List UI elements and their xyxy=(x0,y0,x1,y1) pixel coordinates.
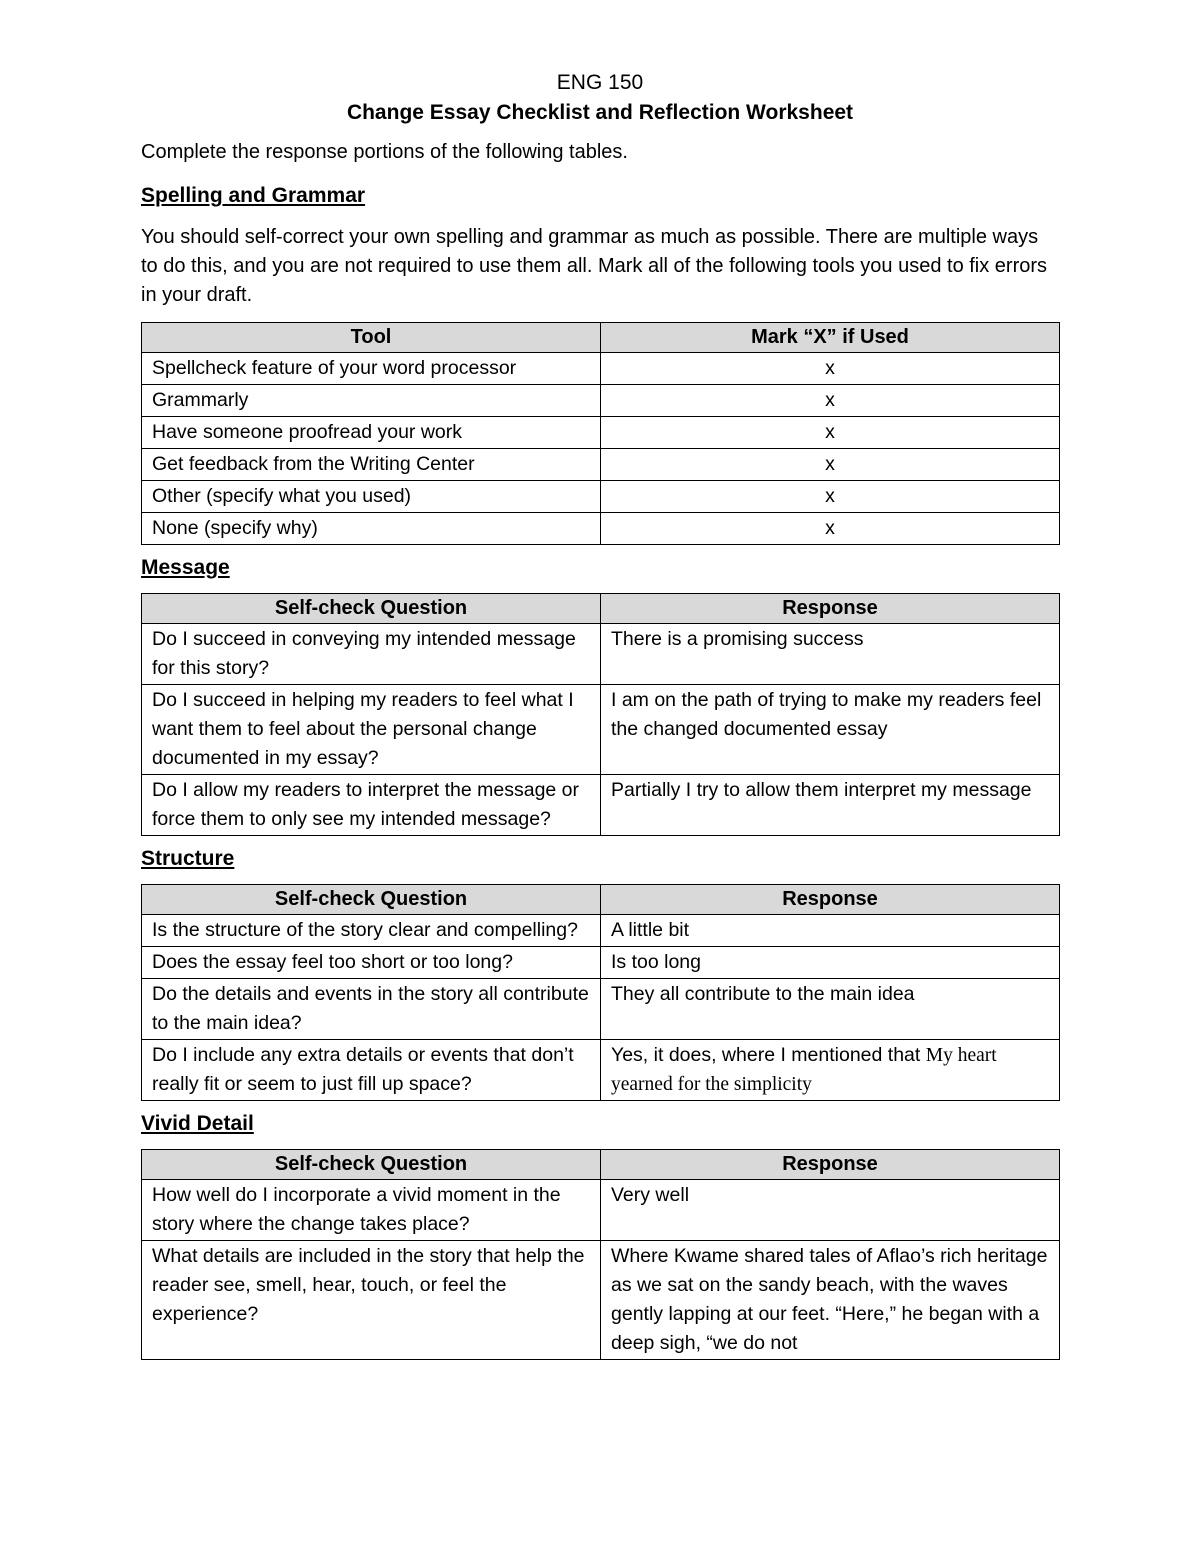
question-cell: Do I include any extra details or events that don’t really fit or seem to just fill up space? xyxy=(142,1040,601,1101)
tool-cell: Other (specify what you used) xyxy=(142,481,601,513)
response-cell[interactable]: They all contribute to the main idea xyxy=(601,979,1060,1040)
table-row xyxy=(142,685,1060,775)
table-header-row xyxy=(142,885,1060,915)
question-cell: What details are included in the story that help the reader see, smell, hear, touch, or feel the experience? xyxy=(142,1241,601,1360)
response-cell[interactable]: A little bit xyxy=(601,915,1060,947)
table-row xyxy=(142,481,1060,513)
table-row xyxy=(142,385,1060,417)
spelling-paragraph: You should self-correct your own spelling and grammar as much as possible. There are multiple ways to do this, and you are not required to use them all. Mark all of the following tools you used to fix errors in your draft. xyxy=(141,226,1048,306)
section-heading-structure: Structure xyxy=(141,847,235,870)
column-header-response: Response xyxy=(601,1150,1060,1180)
table-row xyxy=(142,979,1060,1040)
response-cell[interactable]: Where Kwame shared tales of Aflao’s rich heritage as we sat on the sandy beach, with the waves gently lapping at our feet. “Here,” he began with a deep sigh, “we do not xyxy=(601,1241,1060,1360)
question-cell: Do the details and events in the story all contribute to the main idea? xyxy=(142,979,601,1040)
table-row xyxy=(142,624,1060,685)
column-header-question: Self-check Question xyxy=(142,594,601,624)
column-header-question: Self-check Question xyxy=(142,885,601,915)
question-cell: Is the structure of the story clear and compelling? xyxy=(142,915,601,947)
mark-cell[interactable]: x xyxy=(601,449,1060,481)
course-code: ENG 150 xyxy=(556,71,644,94)
response-cell[interactable] xyxy=(601,1040,1060,1101)
question-cell: How well do I incorporate a vivid moment in the story where the change takes place? xyxy=(142,1180,601,1241)
section-heading-message: Message xyxy=(141,556,230,579)
question-cell: Do I succeed in helping my readers to feel what I want them to feel about the personal change documented in my essay? xyxy=(142,685,601,775)
table-row xyxy=(142,513,1060,545)
table-header-row xyxy=(142,323,1060,353)
column-header-question: Self-check Question xyxy=(142,1150,601,1180)
mark-cell[interactable]: x xyxy=(601,353,1060,385)
column-header-response: Response xyxy=(601,885,1060,915)
table-header-row xyxy=(142,1150,1060,1180)
section-heading-vivid-detail: Vivid Detail xyxy=(141,1112,254,1135)
column-header-response: Response xyxy=(601,594,1060,624)
tool-cell: Get feedback from the Writing Center xyxy=(142,449,601,481)
response-cell[interactable]: Very well xyxy=(601,1180,1060,1241)
table-row xyxy=(142,1180,1060,1241)
tool-cell: None (specify why) xyxy=(142,513,601,545)
table-header-row xyxy=(142,594,1060,624)
question-cell: Does the essay feel too short or too long? xyxy=(142,947,601,979)
document-page xyxy=(141,68,1059,1360)
question-cell: Do I allow my readers to interpret the message or force them to only see my intended message? xyxy=(142,775,601,836)
response-quote: My heart yearned for the simplicity xyxy=(611,1045,997,1095)
vivid-detail-table xyxy=(141,1149,1060,1360)
table-row xyxy=(142,417,1060,449)
mark-cell[interactable]: x xyxy=(601,513,1060,545)
mark-cell[interactable]: x xyxy=(601,417,1060,449)
structure-table xyxy=(141,884,1060,1101)
column-header-mark: Mark “X” if Used xyxy=(601,323,1060,353)
instructions-text: Complete the response portions of the following tables. xyxy=(141,141,628,163)
question-cell: Do I succeed in conveying my intended message for this story? xyxy=(142,624,601,685)
response-prefix: Yes, it does, where I mentioned that xyxy=(611,1044,926,1066)
table-row xyxy=(142,775,1060,836)
response-cell[interactable]: Partially I try to allow them interpret my message xyxy=(601,775,1060,836)
response-cell[interactable]: I am on the path of trying to make my readers feel the changed documented essay xyxy=(601,685,1060,775)
table-row xyxy=(142,915,1060,947)
tool-cell: Grammarly xyxy=(142,385,601,417)
section-heading-spelling: Spelling and Grammar xyxy=(141,184,366,207)
column-header-tool: Tool xyxy=(142,323,601,353)
tool-cell: Have someone proofread your work xyxy=(142,417,601,449)
tools-table xyxy=(141,322,1060,545)
table-row xyxy=(142,1241,1060,1360)
table-row xyxy=(142,947,1060,979)
table-row xyxy=(142,1040,1060,1101)
worksheet-title: Change Essay Checklist and Reflection Worksheet xyxy=(346,101,854,124)
message-table xyxy=(141,593,1060,836)
mark-cell[interactable]: x xyxy=(601,385,1060,417)
response-cell[interactable]: Is too long xyxy=(601,947,1060,979)
table-row xyxy=(142,353,1060,385)
mark-cell[interactable]: x xyxy=(601,481,1060,513)
table-row xyxy=(142,449,1060,481)
tool-cell: Spellcheck feature of your word processor xyxy=(142,353,601,385)
response-cell[interactable]: There is a promising success xyxy=(601,624,1060,685)
